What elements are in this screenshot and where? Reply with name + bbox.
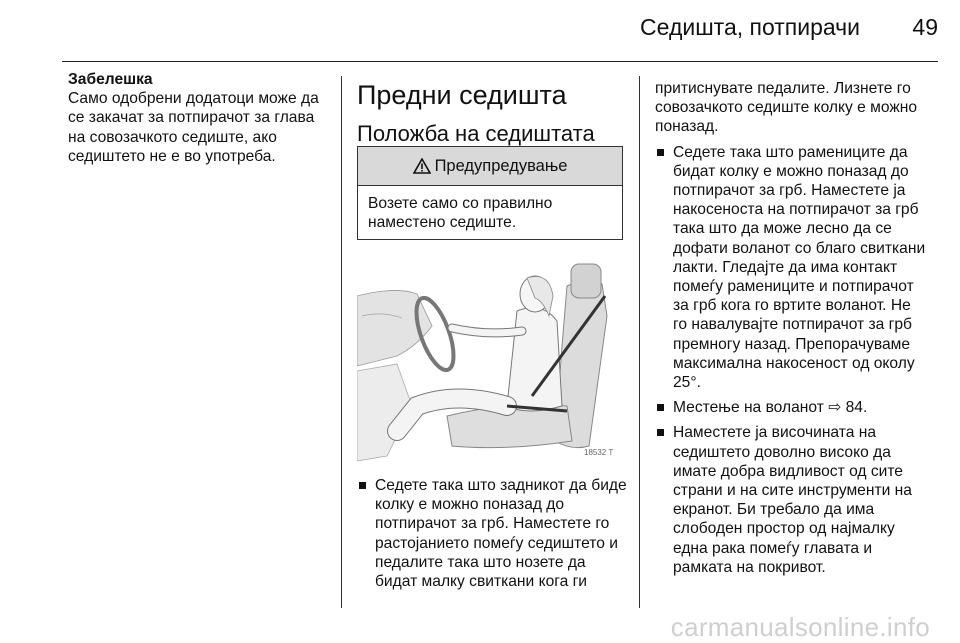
continuation-text: притиснувате педалите. Лизнете го совозачкото седиште колку е можно поназад. (655, 80, 918, 136)
page-header-title: Седишта, потпирачи (640, 14, 860, 40)
page-number: 49 (912, 14, 938, 40)
note-block (68, 70, 328, 166)
figure-number: 18532 T (584, 448, 614, 457)
section-subheading: Положба на седиштата (357, 121, 595, 146)
warning-triangle-icon (413, 158, 431, 174)
right-column (655, 79, 927, 583)
note-title: Забелешка (68, 71, 153, 88)
seating-position-illustration (357, 256, 623, 466)
column-divider-right (639, 76, 640, 608)
warning-header (358, 147, 622, 186)
bullet-item: Седете така што задникот да биде колку е можно поназад до потпирачот за грб. Наместете го растојанието помеѓу седиштето и педалите така што нозете да бидат малку свиткани кога ги (357, 476, 629, 591)
page-ref-arrow-icon: ⇨ (828, 399, 842, 417)
bullet-item: Наместете ја височината на седиштето доволно високо да имате добра видливост од сите страни и на сите инструменти на екранот. Би требало да има слободен простор од најмалку една рака помеѓу главата и рамката на покривот. (655, 423, 927, 577)
warning-text: Возете само со правилно наместено седиште. (368, 195, 553, 232)
note-text: Само одобрени додатоци може да се закачат за потпирачот за глава на совозачкото седиште, ако седиштето не е во употреба. (68, 90, 319, 165)
watermark: carmanualsonline.info (670, 612, 930, 642)
page-ref[interactable]: 84. (845, 399, 868, 417)
column-divider-left (341, 76, 342, 608)
section-heading: Предни седишта (357, 80, 567, 110)
bullet-item: Седете така што рамениците да бидат колку е можно поназад до потпирачот за грб. Наместете ја накосеноста на потпирачот за грб така што да може лесно да се дофати воланот со благо свиткани лакти. Гледајте да има контакт помеѓу рамениците и потпирачот за грб кога го вртите воланот. Не го навалувајте потпирачот за грб премногу назад. Препорачуваме максимална накосеност од околу 25°. (655, 143, 927, 393)
middle-bullet-list (357, 476, 629, 597)
warning-title: Предупредување (434, 156, 568, 175)
warning-box (357, 146, 623, 240)
bullet-text: Местење на воланот (673, 399, 824, 417)
bullet-item-steering-ref (655, 398, 927, 417)
header-rule (62, 61, 938, 62)
